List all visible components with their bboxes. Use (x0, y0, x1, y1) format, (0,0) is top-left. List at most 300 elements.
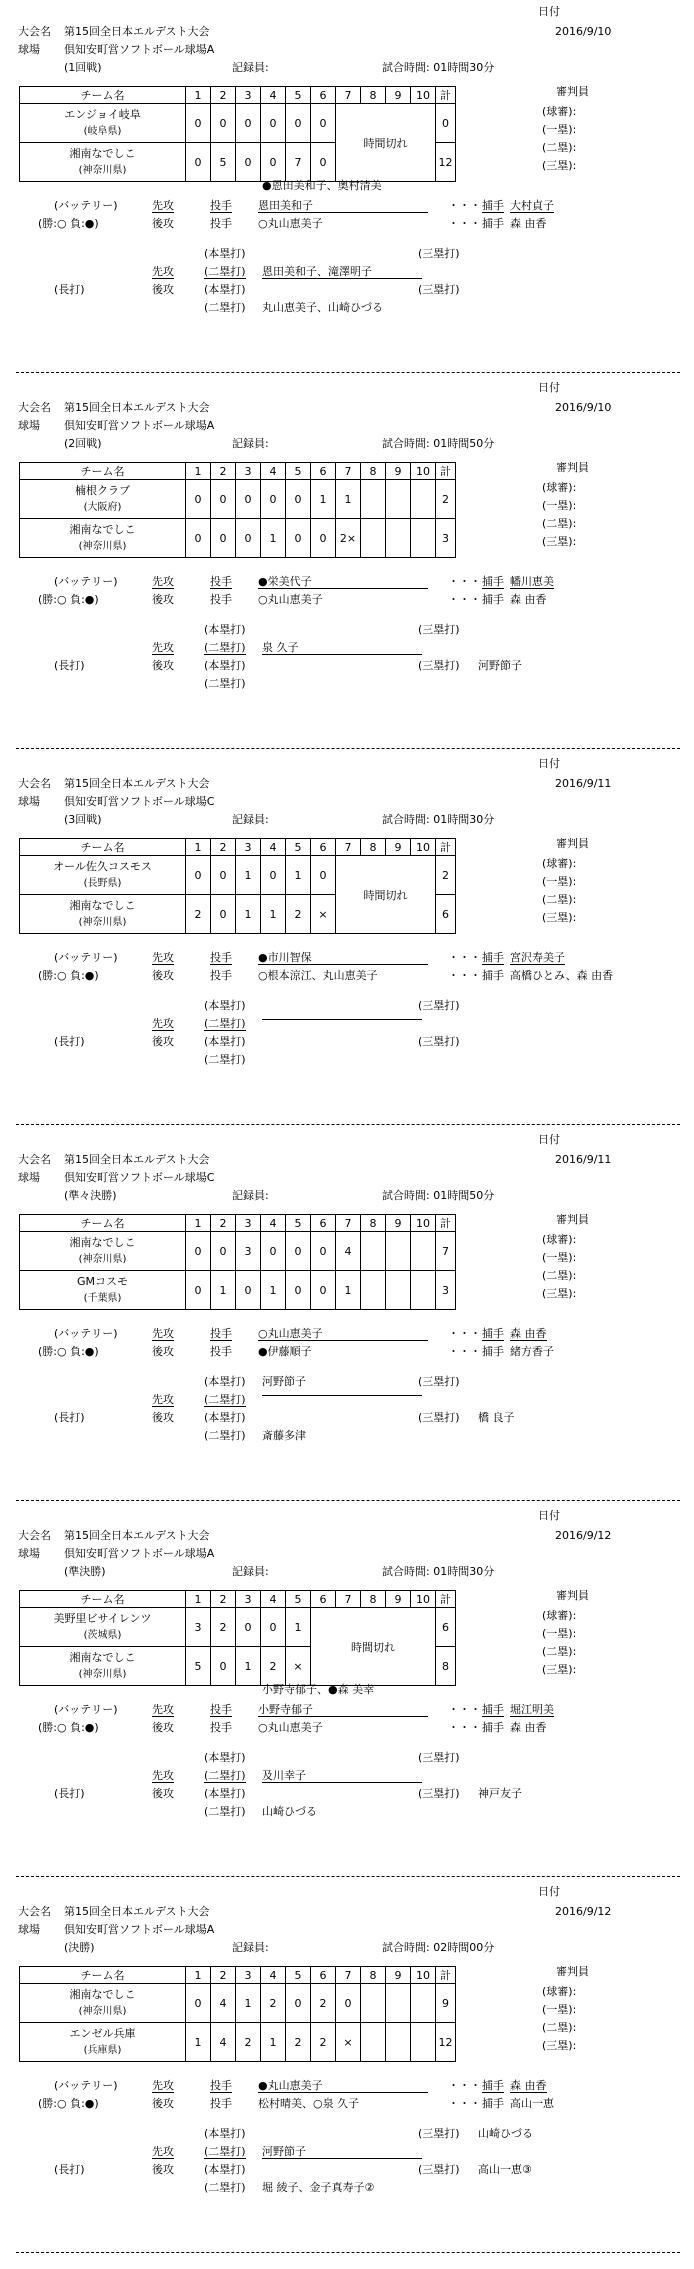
team-name-header: チーム名 (20, 87, 186, 104)
game-time: 試合時間: 01時間30分 (382, 1565, 495, 1578)
second-bat-triples: 橋 良子 (478, 1411, 515, 1424)
inning-score: 1 (186, 2023, 211, 2062)
pitcher-label: 投手 (210, 969, 232, 982)
venue-label: 球場 (18, 43, 40, 56)
double-label: (二塁打) (204, 265, 246, 278)
inning-header: 6 (311, 1967, 336, 1984)
catcher-label: 捕手 (482, 1703, 504, 1716)
inning-header: 4 (261, 463, 286, 480)
pitcher-label: 投手 (210, 1345, 232, 1358)
umpire-third-label: (三塁): (542, 2039, 577, 2052)
recorder-label: 記録員: (232, 1565, 269, 1578)
team-row (20, 2023, 456, 2062)
team-total: 3 (436, 1271, 456, 1310)
inning-header: 6 (311, 87, 336, 104)
inning-header: 8 (361, 839, 386, 856)
inning-header: 9 (386, 1215, 411, 1232)
scoreboard (19, 462, 456, 558)
section-divider (16, 2252, 680, 2253)
game-record (0, 1128, 694, 1504)
second-bat-label: 後攻 (152, 1035, 174, 1048)
team-total: 12 (436, 143, 456, 182)
second-bat-doubles: 斎藤多津 (262, 1429, 306, 1442)
inning-score: 2 (286, 2023, 311, 2062)
inning-header: 4 (261, 1591, 286, 1608)
inning-header: 8 (361, 1967, 386, 1984)
home-run-label: (本塁打) (204, 1411, 246, 1424)
first-bat-home-runs: 河野節子 (262, 1375, 306, 1388)
inning-score: 2 (261, 1984, 286, 2023)
home-run-label: (本塁打) (204, 623, 246, 636)
game-time: 試合時間: 01時間50分 (382, 1189, 495, 1202)
double-label: (二塁打) (204, 1393, 246, 1406)
total-header: 計 (436, 463, 456, 480)
umpire-third-label: (三塁): (542, 1663, 577, 1676)
inning-score: 0 (286, 1271, 311, 1310)
game-time: 試合時間: 01時間50分 (382, 437, 495, 450)
inning-score: 0 (186, 143, 211, 182)
triple-label: (三塁打) (418, 659, 460, 672)
game-date: 2016/9/11 (555, 1153, 612, 1166)
first-bat-doubles: 及川幸子 (262, 1770, 422, 1783)
second-bat-pitcher: ○丸山恵美子 (258, 1721, 323, 1734)
venue-label: 球場 (18, 795, 40, 808)
inning-header: 9 (386, 1967, 411, 1984)
umpire-plate-label: (球審): (542, 1233, 577, 1246)
catcher-label: 捕手 (482, 1327, 504, 1340)
umpires-heading: 審判員 (556, 1965, 589, 1978)
team-row (20, 1984, 456, 2023)
round-label: (1回戦) (64, 61, 102, 74)
first-bat-doubles (262, 1394, 422, 1396)
inning-header: 5 (286, 87, 311, 104)
umpire-third-label: (三塁): (542, 1287, 577, 1300)
pitcher-label: 投手 (210, 199, 232, 212)
total-header: 計 (436, 839, 456, 856)
team-total: 3 (436, 519, 456, 558)
second-bat-doubles: 山崎ひづる (262, 1805, 317, 1818)
total-header: 計 (436, 1591, 456, 1608)
triple-label: (三塁打) (418, 623, 460, 636)
round-label: (準決勝) (64, 1565, 106, 1578)
second-bat-catcher: 緒方香子 (510, 1345, 554, 1358)
section-divider (16, 748, 680, 749)
team-name: オール佐久コスモス (53, 860, 152, 873)
inning-score: 0 (236, 1608, 261, 1647)
section-divider (16, 1124, 680, 1125)
inning-header: 8 (361, 1215, 386, 1232)
inning-score (386, 519, 411, 558)
game-record (0, 752, 694, 1128)
second-bat-label: 後攻 (152, 659, 174, 672)
pitcher-label: 投手 (210, 1721, 232, 1734)
inning-score: 1 (261, 519, 286, 558)
inning-header: 4 (261, 839, 286, 856)
inning-header: 1 (186, 1215, 211, 1232)
inning-score (411, 2023, 436, 2062)
scoreboard-header-row (20, 839, 456, 856)
inning-score: 0 (286, 519, 311, 558)
inning-header: 7 (336, 839, 361, 856)
inning-header: 9 (386, 463, 411, 480)
inning-score: 5 (186, 1647, 211, 1686)
venue-name: 倶知安町営ソフトボール球場C (64, 795, 215, 808)
team-total: 6 (436, 895, 456, 934)
inning-score: 0 (186, 1984, 211, 2023)
first-bat-label: 先攻 (152, 1327, 174, 1340)
win-loss-legend: (勝:○ 負:●) (38, 217, 99, 230)
double-label: (二塁打) (204, 301, 246, 314)
first-bat-catcher: 堀江明美 (510, 1703, 554, 1716)
home-run-label: (本塁打) (204, 283, 246, 296)
inning-score: 2× (336, 519, 361, 558)
scoreboard-header-row (20, 1967, 456, 1984)
second-bat-catcher: 高橋ひとみ、森 由香 (510, 969, 614, 982)
scoreboard (19, 1214, 456, 1310)
inning-header: 5 (286, 839, 311, 856)
game-date: 2016/9/12 (555, 1905, 612, 1918)
tournament-label: 大会名 (18, 1905, 51, 1918)
inning-score: 0 (311, 519, 336, 558)
team-cell (20, 104, 186, 143)
inning-header: 5 (286, 1591, 311, 1608)
pitcher-label: 投手 (210, 1327, 232, 1340)
date-label: 日付 (538, 381, 560, 394)
team-row (20, 1271, 456, 1310)
inning-score: 0 (211, 104, 236, 143)
inning-score: 0 (211, 895, 236, 934)
inning-score (386, 480, 411, 519)
team-row (20, 856, 456, 895)
pitcher-change-note: 小野寺郁子、●森 美幸 (262, 1683, 375, 1696)
tournament-name: 第15回全日本エルデスト大会 (64, 1529, 210, 1542)
inning-header: 10 (411, 463, 436, 480)
inning-header: 1 (186, 1967, 211, 1984)
triple-label: (三塁打) (418, 2127, 460, 2140)
team-name: エンゼル兵庫 (69, 2027, 136, 2040)
team-name: 湘南なでしこ (69, 1236, 136, 1249)
inning-score: 5 (211, 143, 236, 182)
home-run-label: (本塁打) (204, 1375, 246, 1388)
second-bat-catcher: 高山一恵 (510, 2097, 554, 2110)
scoreboard-header-row (20, 1591, 456, 1608)
game-record (0, 0, 694, 376)
double-label: (二塁打) (204, 1429, 246, 1442)
first-bat-label: 先攻 (152, 1703, 174, 1716)
triple-label: (三塁打) (418, 999, 460, 1012)
double-label: (二塁打) (204, 1017, 246, 1030)
scoreboard-header-row (20, 1215, 456, 1232)
inning-header: 6 (311, 839, 336, 856)
catcher-label: 捕手 (482, 1721, 504, 1734)
umpire-second-label: (二塁): (542, 2021, 577, 2034)
date-label: 日付 (538, 1885, 560, 1898)
inning-score: 4 (336, 1232, 361, 1271)
inning-score: 0 (261, 856, 286, 895)
first-bat-label: 先攻 (152, 2079, 174, 2092)
inning-header: 10 (411, 87, 436, 104)
venue-name: 倶知安町営ソフトボール球場A (64, 1923, 215, 1936)
double-label: (二塁打) (204, 1805, 246, 1818)
inning-score: 0 (211, 480, 236, 519)
team-prefecture: (神奈川県) (78, 541, 127, 552)
inning-header: 1 (186, 839, 211, 856)
team-prefecture: (兵庫県) (83, 2045, 122, 2056)
section-divider (16, 1500, 680, 1501)
inning-header: 1 (186, 463, 211, 480)
team-total: 12 (436, 2023, 456, 2062)
umpires-heading: 審判員 (556, 85, 589, 98)
inning-score (361, 1232, 386, 1271)
team-cell (20, 480, 186, 519)
triple-label: (三塁打) (418, 1411, 460, 1424)
total-header: 計 (436, 87, 456, 104)
long-hits-label: (長打) (54, 2163, 85, 2176)
triple-label: (三塁打) (418, 1375, 460, 1388)
inning-header: 6 (311, 1591, 336, 1608)
dots: ・・・ (448, 2079, 481, 2092)
inning-score (361, 480, 386, 519)
recorder-label: 記録員: (232, 437, 269, 450)
umpire-first-label: (一塁): (542, 123, 577, 136)
pitcher-label: 投手 (210, 951, 232, 964)
umpire-first-label: (一塁): (542, 875, 577, 888)
umpire-second-label: (二塁): (542, 893, 577, 906)
umpire-second-label: (二塁): (542, 1645, 577, 1658)
team-prefecture: (神奈川県) (78, 1254, 127, 1265)
inning-score (361, 519, 386, 558)
double-label: (二塁打) (204, 1053, 246, 1066)
team-name: エンジョイ岐阜 (64, 108, 141, 121)
team-prefecture: (神奈川県) (78, 2006, 127, 2017)
win-loss-legend: (勝:○ 負:●) (38, 1721, 99, 1734)
team-name: 楠根クラブ (75, 484, 130, 497)
inning-score: 0 (211, 519, 236, 558)
inning-score: 4 (211, 2023, 236, 2062)
inning-header: 1 (186, 1591, 211, 1608)
venue-name: 倶知安町営ソフトボール球場A (64, 419, 215, 432)
team-prefecture: (千葉県) (83, 1293, 122, 1304)
team-row (20, 480, 456, 519)
inning-header: 10 (411, 839, 436, 856)
second-bat-label: 後攻 (152, 283, 174, 296)
dots: ・・・ (448, 1721, 481, 1734)
first-bat-label: 先攻 (152, 2145, 174, 2158)
inning-score: 0 (236, 104, 261, 143)
team-prefecture: (神奈川県) (78, 165, 127, 176)
inning-score: 2 (311, 1984, 336, 2023)
inning-score (361, 1984, 386, 2023)
triple-label: (三塁打) (418, 247, 460, 260)
team-cell (20, 1984, 186, 2023)
first-bat-pitcher: 小野寺郁子 (258, 1704, 428, 1717)
inning-score: 0 (186, 1271, 211, 1310)
time-limit-note: 時間切れ (336, 856, 436, 934)
umpire-first-label: (一塁): (542, 1627, 577, 1640)
venue-name: 倶知安町営ソフトボール球場C (64, 1171, 215, 1184)
total-header: 計 (436, 1215, 456, 1232)
inning-header: 9 (386, 87, 411, 104)
inning-score: 0 (286, 1232, 311, 1271)
win-loss-legend: (勝:○ 負:●) (38, 969, 99, 982)
team-cell (20, 1271, 186, 1310)
pitcher-label: 投手 (210, 575, 232, 588)
date-label: 日付 (538, 1509, 560, 1522)
inning-header: 2 (211, 839, 236, 856)
dots: ・・・ (448, 217, 481, 230)
dots: ・・・ (448, 199, 481, 212)
inning-score: × (336, 2023, 361, 2062)
second-bat-label: 後攻 (152, 217, 174, 230)
team-name: 湘南なでしこ (69, 1651, 136, 1664)
recorder-label: 記録員: (232, 1941, 269, 1954)
team-name: 美野里ビサイレンツ (53, 1612, 152, 1625)
inning-score: 0 (236, 519, 261, 558)
inning-score: 0 (186, 480, 211, 519)
inning-score: 1 (336, 480, 361, 519)
second-bat-label: 後攻 (152, 593, 174, 606)
double-label: (二塁打) (204, 677, 246, 690)
second-bat-label: 後攻 (152, 1345, 174, 1358)
second-bat-catcher: 森 由香 (510, 1721, 547, 1734)
home-run-label: (本塁打) (204, 1035, 246, 1048)
second-bat-doubles: 堀 綾子、金子真寿子② (262, 2181, 375, 2194)
battery-label: (バッテリー) (54, 1703, 118, 1716)
inning-score: 3 (236, 1232, 261, 1271)
umpire-third-label: (三塁): (542, 535, 577, 548)
catcher-label: 捕手 (482, 951, 504, 964)
team-prefecture: (大阪府) (83, 502, 122, 513)
first-bat-pitcher: ●丸山恵美子 (258, 2080, 428, 2093)
team-name: 湘南なでしこ (69, 523, 136, 536)
inning-score: 3 (186, 1608, 211, 1647)
inning-score (386, 1271, 411, 1310)
first-bat-doubles: 泉 久子 (262, 642, 422, 655)
second-bat-label: 後攻 (152, 2163, 174, 2176)
inning-score: 2 (236, 2023, 261, 2062)
inning-header: 7 (336, 463, 361, 480)
triple-label: (三塁打) (418, 283, 460, 296)
first-bat-catcher: 大村貞子 (510, 199, 554, 212)
battery-label: (バッテリー) (54, 199, 118, 212)
scoreboard (19, 86, 456, 182)
inning-score: 0 (286, 1984, 311, 2023)
umpires-heading: 審判員 (556, 461, 589, 474)
battery-label: (バッテリー) (54, 2079, 118, 2092)
section-divider (16, 372, 680, 373)
inning-score: 0 (311, 1271, 336, 1310)
umpire-second-label: (二塁): (542, 517, 577, 530)
team-total: 9 (436, 1984, 456, 2023)
first-bat-pitcher: ●栄美代子 (258, 576, 428, 589)
first-bat-doubles (262, 1018, 422, 1020)
date-label: 日付 (538, 757, 560, 770)
catcher-label: 捕手 (482, 2097, 504, 2110)
pitcher-label: 投手 (210, 2097, 232, 2110)
round-label: (決勝) (64, 1941, 95, 1954)
catcher-label: 捕手 (482, 969, 504, 982)
second-bat-label: 後攻 (152, 969, 174, 982)
pitcher-label: 投手 (210, 593, 232, 606)
inning-header: 7 (336, 1967, 361, 1984)
long-hits-label: (長打) (54, 1411, 85, 1424)
game-time: 試合時間: 01時間30分 (382, 813, 495, 826)
umpires-heading: 審判員 (556, 837, 589, 850)
team-row (20, 1608, 456, 1647)
inning-score: 0 (211, 1647, 236, 1686)
inning-header: 4 (261, 87, 286, 104)
umpires-heading: 審判員 (556, 1589, 589, 1602)
umpire-plate-label: (球審): (542, 481, 577, 494)
dots: ・・・ (448, 1327, 481, 1340)
team-cell (20, 856, 186, 895)
inning-header: 10 (411, 1591, 436, 1608)
team-prefecture: (神奈川県) (78, 917, 127, 928)
first-bat-catcher: 幡川恵美 (510, 575, 554, 588)
inning-score: 7 (286, 143, 311, 182)
inning-score: 1 (236, 1647, 261, 1686)
inning-header: 7 (336, 87, 361, 104)
inning-score: 1 (236, 1984, 261, 2023)
scoreboard-header-row (20, 87, 456, 104)
inning-header: 5 (286, 463, 311, 480)
first-bat-triples: 山崎ひづる (478, 2127, 533, 2140)
win-loss-legend: (勝:○ 負:●) (38, 2097, 99, 2110)
inning-header: 8 (361, 1591, 386, 1608)
game-time: 試合時間: 01時間30分 (382, 61, 495, 74)
team-total: 8 (436, 1647, 456, 1686)
double-label: (二塁打) (204, 2145, 246, 2158)
game-time: 試合時間: 02時間00分 (382, 1941, 495, 1954)
first-bat-label: 先攻 (152, 575, 174, 588)
inning-score: 4 (211, 1984, 236, 2023)
team-total: 7 (436, 1232, 456, 1271)
inning-score: 0 (286, 104, 311, 143)
team-cell (20, 895, 186, 934)
inning-header: 10 (411, 1967, 436, 1984)
dots: ・・・ (448, 951, 481, 964)
inning-score: 1 (236, 895, 261, 934)
win-loss-legend: (勝:○ 負:●) (38, 1345, 99, 1358)
first-bat-catcher: 宮沢寿美子 (510, 951, 565, 964)
inning-score: 0 (211, 1232, 236, 1271)
game-date: 2016/9/12 (555, 1529, 612, 1542)
game-date: 2016/9/10 (555, 25, 612, 38)
inning-header: 6 (311, 463, 336, 480)
battery-label: (バッテリー) (54, 1327, 118, 1340)
first-bat-label: 先攻 (152, 1017, 174, 1030)
inning-score (411, 1984, 436, 2023)
umpire-plate-label: (球審): (542, 1985, 577, 1998)
inning-score: 1 (311, 480, 336, 519)
second-bat-triples: 高山一恵③ (478, 2163, 532, 2176)
umpire-third-label: (三塁): (542, 911, 577, 924)
inning-header: 9 (386, 1591, 411, 1608)
team-cell (20, 1647, 186, 1686)
second-bat-catcher: 森 由香 (510, 593, 547, 606)
game-record (0, 1880, 694, 2256)
inning-score: 0 (261, 480, 286, 519)
team-cell (20, 2023, 186, 2062)
team-total: 0 (436, 104, 456, 143)
inning-header: 2 (211, 1215, 236, 1232)
dots: ・・・ (448, 2097, 481, 2110)
home-run-label: (本塁打) (204, 247, 246, 260)
venue-label: 球場 (18, 419, 40, 432)
second-bat-pitcher: ○根本涼江、丸山恵美子 (258, 969, 378, 982)
umpire-first-label: (一塁): (542, 1251, 577, 1264)
inning-header: 3 (236, 1591, 261, 1608)
